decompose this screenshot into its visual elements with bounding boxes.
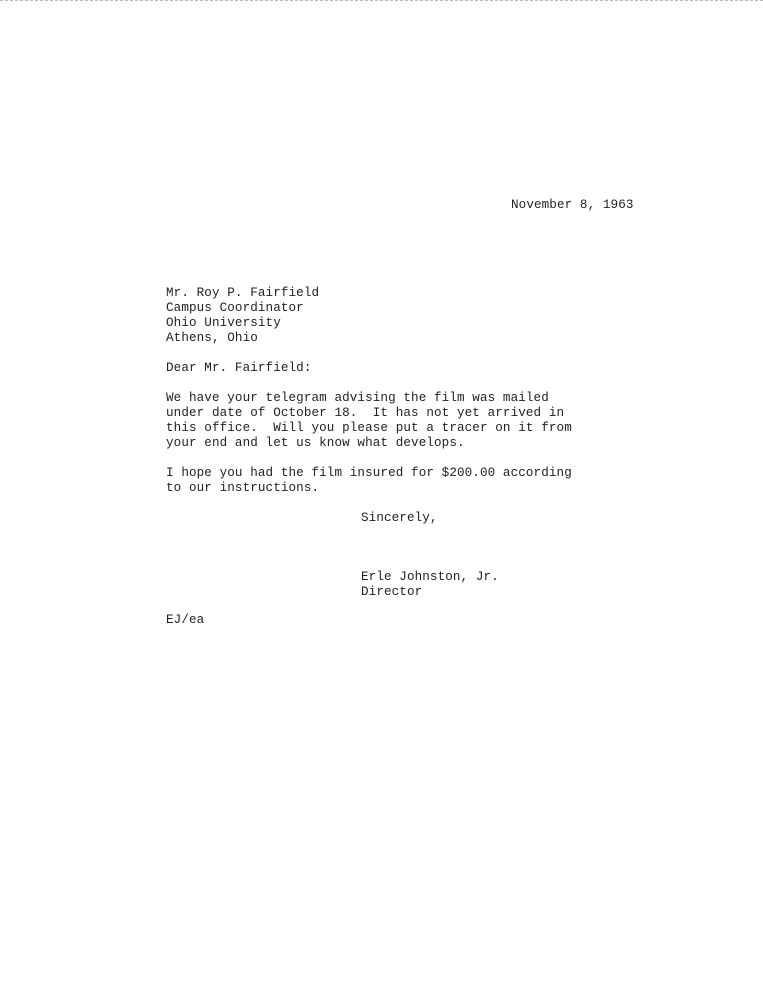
paragraph1-line: under date of October 18. It has not yet arrived in [166,406,565,420]
signer-title: Director [361,585,423,599]
salutation: Dear Mr. Fairfield: [166,361,312,375]
letter-date: November 8, 1963 [511,198,634,212]
recipient-organization: Ohio University [166,316,281,330]
typist-initials: EJ/ea [166,613,205,627]
paragraph1-line: We have your telegram advising the film was mailed [166,391,549,405]
recipient-name: Mr. Roy P. Fairfield [166,286,320,300]
paragraph1-line: your end and let us know what develops. [166,436,465,450]
closing: Sincerely, [361,511,438,525]
paragraph2-line: to our instructions. [166,481,320,495]
recipient-city: Athens, Ohio [166,331,258,345]
paragraph2-line: I hope you had the film insured for $200.00 according [166,466,572,480]
recipient-title: Campus Coordinator [166,301,304,315]
paragraph1-line: this office. Will you please put a tracer on it from [166,421,572,435]
signer-name: Erle Johnston, Jr. [361,570,499,584]
